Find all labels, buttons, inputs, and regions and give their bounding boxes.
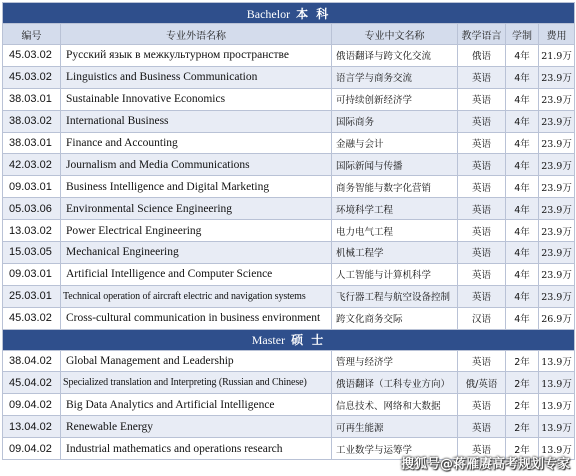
program-chinese-name: 工业数学与运筹学 [332,438,458,460]
duration: 2年 [506,372,539,394]
program-code: 45.03.02 [3,66,61,88]
bachelor-section-header [3,3,575,24]
teaching-language: 英语 [458,285,506,307]
program-foreign-name: Environmental Science Engineering [61,198,332,220]
tuition-fee: 13.9万 [539,372,575,394]
program-chinese-name: 人工智能与计算机科学 [332,263,458,285]
duration: 4年 [506,88,539,110]
duration: 2年 [506,438,539,460]
teaching-language: 英语 [458,438,506,460]
tuition-fee: 23.9万 [539,132,575,154]
program-code: 05.03.06 [3,198,61,220]
program-code: 45.04.02 [3,372,61,394]
duration: 4年 [506,66,539,88]
program-chinese-name: 环境科学工程 [332,198,458,220]
duration: 4年 [506,132,539,154]
duration: 4年 [506,285,539,307]
program-chinese-name: 飞行器工程与航空设备控制 [332,285,458,307]
header-foreign-name: 专业外语名称 [61,24,332,45]
program-chinese-name: 可持续创新经济学 [332,88,458,110]
duration: 4年 [506,307,539,329]
program-chinese-name: 语言学与商务交流 [332,66,458,88]
table-row [3,88,575,110]
teaching-language: 英语 [458,350,506,372]
program-chinese-name: 电力电气工程 [332,220,458,242]
program-foreign-name: Finance and Accounting [61,132,332,154]
teaching-language: 英语 [458,263,506,285]
programs-table-body [3,3,575,460]
table-row [3,110,575,132]
duration: 4年 [506,242,539,264]
table-row [3,394,575,416]
program-foreign-name: Mechanical Engineering [61,242,332,264]
program-foreign-name: Business Intelligence and Digital Marketing [61,176,332,198]
program-foreign-name: Global Management and Leadership [61,350,332,372]
tuition-fee: 13.9万 [539,394,575,416]
program-code: 38.03.01 [3,132,61,154]
tuition-fee: 21.9万 [539,45,575,67]
program-chinese-name: 俄语翻译与跨文化交流 [332,45,458,67]
table-row [3,198,575,220]
program-code: 13.03.02 [3,220,61,242]
table-row [3,132,575,154]
teaching-language: 英语 [458,220,506,242]
teaching-language: 英语 [458,416,506,438]
program-foreign-name: Industrial mathematics and operations research [61,438,332,460]
duration: 4年 [506,198,539,220]
program-foreign-name: Big Data Analytics and Artificial Intelligence [61,394,332,416]
program-foreign-name: Linguistics and Business Communication [61,66,332,88]
tuition-fee: 23.9万 [539,66,575,88]
header-code: 编号 [3,24,61,45]
duration: 4年 [506,154,539,176]
header-chinese-name: 专业中文名称 [332,24,458,45]
program-foreign-name: Specialized translation and Interpreting (Russian and Chinese) [61,372,332,394]
teaching-language: 俄语 [458,45,506,67]
teaching-language: 英语 [458,198,506,220]
program-chinese-name: 国际商务 [332,110,458,132]
master-label-zh: 硕 士 [291,333,326,348]
duration: 4年 [506,176,539,198]
program-chinese-name: 金融与会计 [332,132,458,154]
program-foreign-name: Renewable Energy [61,416,332,438]
tuition-fee: 13.9万 [539,416,575,438]
tuition-fee: 13.9万 [539,350,575,372]
program-chinese-name: 国际新闻与传播 [332,154,458,176]
column-header-row [3,24,575,45]
duration: 4年 [506,110,539,132]
duration: 2年 [506,394,539,416]
tuition-fee: 23.9万 [539,285,575,307]
program-foreign-name: Artificial Intelligence and Computer Science [61,263,332,285]
program-code: 45.03.02 [3,45,61,67]
teaching-language: 英语 [458,132,506,154]
teaching-language: 英语 [458,88,506,110]
header-fee: 费用 [539,24,575,45]
header-language: 教学语言 [458,24,506,45]
master-label-en: Master [251,333,286,348]
program-chinese-name: 管理与经济学 [332,350,458,372]
teaching-language: 英语 [458,154,506,176]
teaching-language: 英语 [458,394,506,416]
program-foreign-name: Cross-cultural communication in business environment [61,307,332,329]
table-row [3,242,575,264]
table-row [3,154,575,176]
tuition-fee: 26.9万 [539,307,575,329]
program-code: 25.03.01 [3,285,61,307]
tuition-fee: 23.9万 [539,242,575,264]
program-chinese-name: 信息技术、网络和大数据 [332,394,458,416]
table-row [3,372,575,394]
table-row [3,220,575,242]
tuition-fee: 23.9万 [539,88,575,110]
bachelor-band [3,3,575,24]
program-chinese-name: 俄语翻译（工科专业方向） [332,372,458,394]
duration: 4年 [506,220,539,242]
program-code: 15.03.05 [3,242,61,264]
page [0,2,576,476]
program-foreign-name: Journalism and Media Communications [61,154,332,176]
program-code: 09.04.02 [3,438,61,460]
duration: 2年 [506,416,539,438]
teaching-language: 汉语 [458,307,506,329]
watermark: 搜狐号@蒋雁赓高考规划专家 [400,457,570,472]
table-row [3,45,575,67]
tuition-fee: 23.9万 [539,154,575,176]
program-foreign-name: International Business [61,110,332,132]
table-row [3,350,575,372]
program-foreign-name: Sustainable Innovative Economics [61,88,332,110]
teaching-language: 英语 [458,242,506,264]
duration: 4年 [506,45,539,67]
program-foreign-name: Power Electrical Engineering [61,220,332,242]
teaching-language: 英语 [458,176,506,198]
program-code: 09.03.01 [3,263,61,285]
program-chinese-name: 可再生能源 [332,416,458,438]
master-section-header [3,329,575,350]
teaching-language: 英语 [458,66,506,88]
program-foreign-name: Русский язык в межкультурном пространстве [61,45,332,67]
program-chinese-name: 跨文化商务交际 [332,307,458,329]
master-band [3,329,575,350]
table-row [3,285,575,307]
program-foreign-name: Technical operation of aircraft electric and navigation systems [61,285,332,307]
program-chinese-name: 机械工程学 [332,242,458,264]
tuition-fee: 13.9万 [539,438,575,460]
tuition-fee: 23.9万 [539,198,575,220]
tuition-fee: 23.9万 [539,176,575,198]
program-code: 38.04.02 [3,350,61,372]
table-row [3,307,575,329]
table-row [3,416,575,438]
program-code: 45.03.02 [3,307,61,329]
header-duration: 学制 [506,24,539,45]
program-code: 13.04.02 [3,416,61,438]
tuition-fee: 23.9万 [539,220,575,242]
program-code: 09.03.01 [3,176,61,198]
table-row [3,66,575,88]
table-row [3,176,575,198]
tuition-fee: 23.9万 [539,263,575,285]
program-code: 09.04.02 [3,394,61,416]
teaching-language: 英语 [458,110,506,132]
table-row [3,263,575,285]
bachelor-label-en: Bachelor [246,6,291,21]
program-code: 38.03.01 [3,88,61,110]
duration: 4年 [506,263,539,285]
duration: 2年 [506,350,539,372]
program-code: 38.03.02 [3,110,61,132]
tuition-fee: 23.9万 [539,110,575,132]
program-code: 42.03.02 [3,154,61,176]
bachelor-label-zh: 本 科 [296,6,331,21]
program-chinese-name: 商务智能与数字化营销 [332,176,458,198]
teaching-language: 俄/英语 [458,372,506,394]
programs-table [2,2,575,460]
